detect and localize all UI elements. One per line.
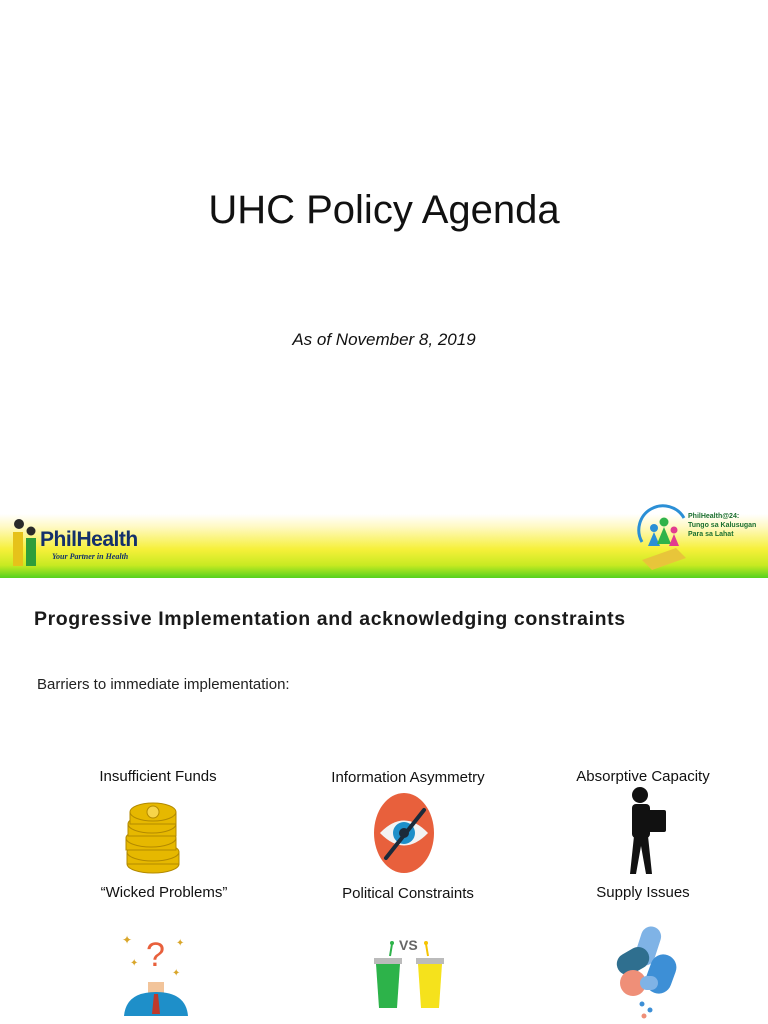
slide-subtitle-date: As of November 8, 2019: [292, 330, 476, 349]
philhealth-logo: [10, 518, 170, 572]
versus-cups-icon: [370, 934, 448, 1010]
campaign-line-2: Tungo sa Kalusugan: [688, 522, 757, 529]
svg-text:✦: ✦: [176, 938, 185, 949]
footer-banner: [0, 514, 768, 578]
confused-person-icon: [118, 932, 194, 1016]
crossed-eye-icon: [372, 792, 436, 874]
svg-text:✦: ✦: [122, 933, 133, 947]
barrier-label-information: Information Asymmetry: [331, 769, 485, 786]
philhealth24-text: [688, 512, 756, 539]
campaign-line-1: PhilHealth@24:: [688, 513, 740, 520]
svg-text:?: ?: [146, 936, 165, 974]
svg-text:VS: VS: [399, 937, 418, 953]
svg-text:✦: ✦: [130, 958, 139, 969]
barrier-label-political: Political Constraints: [342, 885, 474, 902]
philhealth24-emblem-icon: [636, 498, 688, 578]
barrier-label-wicked: “Wicked Problems”: [100, 884, 228, 901]
barrier-label-supply: Supply Issues: [596, 884, 690, 901]
philhealth-logo-text: PhilHealth: [40, 528, 138, 551]
intro-text: Barriers to immediate implementation:: [37, 676, 290, 693]
philhealth-tagline: Your Partner in Health: [52, 552, 129, 561]
person-carrying-box-icon: [624, 786, 670, 878]
coins-icon: [122, 800, 184, 876]
philhealth-mark-icon: [10, 518, 40, 572]
philhealth24-logo: [636, 498, 764, 578]
barrier-label-capacity: Absorptive Capacity: [576, 768, 710, 785]
slide-heading: Progressive Implementation and acknowledging constraints: [34, 608, 626, 630]
barrier-label-funds: Insufficient Funds: [99, 768, 217, 785]
barriers-slide: [0, 578, 768, 1024]
campaign-line-3: Para sa Lahat: [688, 531, 734, 538]
slide-title: UHC Policy Agenda: [208, 188, 560, 232]
svg-text:✦: ✦: [172, 968, 181, 979]
pills-icon: [610, 924, 680, 1022]
